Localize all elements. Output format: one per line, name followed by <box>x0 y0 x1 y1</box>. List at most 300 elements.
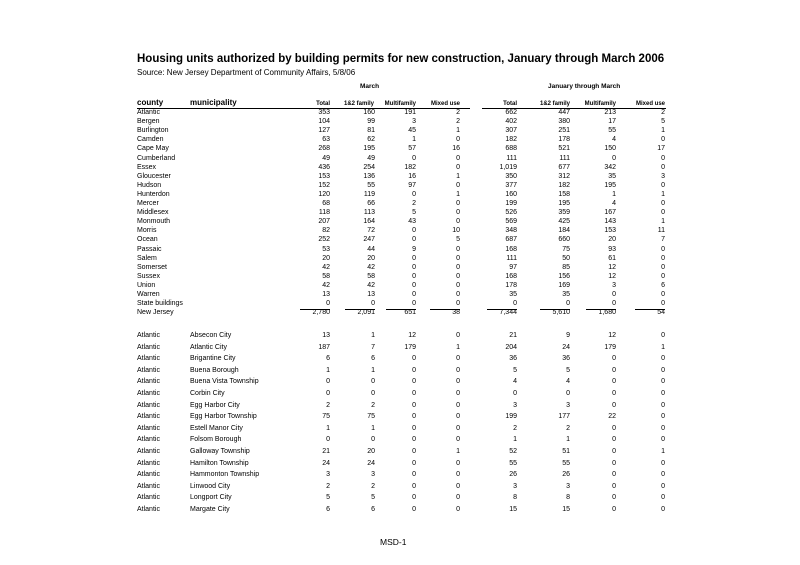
county-name: State buildings <box>137 300 183 308</box>
march-total-cell: 20 <box>322 254 330 262</box>
header-march-mixed: Mixed use <box>430 101 460 107</box>
ytd-total-cell: 377 <box>505 181 517 189</box>
county-name: Atlantic <box>137 471 160 479</box>
ytd-multifamily-cell: 55 <box>608 127 616 135</box>
march-total-cell: 3 <box>326 471 330 479</box>
march-multifamily-cell: 0 <box>412 424 416 432</box>
ytd-mixed-cell: 0 <box>661 401 665 409</box>
ytd-multifamily-cell: 143 <box>604 218 616 226</box>
ytd-multifamily-cell: 12 <box>608 263 616 271</box>
ytd-family12-cell: 312 <box>558 172 570 180</box>
ytd-multifamily-cell: 0 <box>612 401 616 409</box>
ytd-total-cell: 178 <box>505 281 517 289</box>
ytd-total-cell: 687 <box>505 236 517 244</box>
county-row <box>0 209 800 218</box>
ytd-mixed-cell: 0 <box>661 272 665 280</box>
ytd-total-cell: 402 <box>505 118 517 126</box>
ytd-multifamily-cell: 0 <box>612 482 616 490</box>
ytd-total-cell: 348 <box>505 227 517 235</box>
county-name: Monmouth <box>137 218 171 226</box>
march-total-cell: 2,780 <box>312 309 330 317</box>
county-name: Atlantic <box>137 355 160 363</box>
march-mixed-cell: 0 <box>456 200 460 207</box>
ytd-total-cell: 168 <box>505 245 517 253</box>
municipal-row <box>0 332 800 341</box>
ytd-total-cell: 97 <box>509 263 517 271</box>
march-family12-cell: 42 <box>367 263 375 271</box>
march-multifamily-cell: 45 <box>408 127 416 135</box>
ytd-multifamily-cell: 0 <box>612 378 616 386</box>
march-family12-cell: 254 <box>363 163 375 171</box>
ytd-total-cell: 2 <box>513 424 517 432</box>
county-name: Atlantic <box>137 401 160 409</box>
ytd-multifamily-cell: 0 <box>612 424 616 432</box>
march-family12-cell: 119 <box>363 190 375 198</box>
march-family12-cell: 55 <box>367 181 375 189</box>
table-header-left <box>137 96 470 109</box>
march-multifamily-cell: 57 <box>408 145 416 153</box>
group-label-march: March <box>360 83 380 90</box>
march-family12-cell: 20 <box>367 254 375 262</box>
ytd-mixed-cell: 0 <box>661 424 665 432</box>
ytd-total-cell: 52 <box>509 448 517 455</box>
march-mixed-cell: 1 <box>456 127 460 135</box>
ytd-multifamily-cell: 0 <box>612 300 616 308</box>
march-mixed-cell: 38 <box>452 309 460 317</box>
ytd-mixed-cell: 0 <box>661 355 665 363</box>
march-family12-cell: 0 <box>371 300 375 308</box>
march-multifamily-cell: 0 <box>412 494 416 502</box>
march-multifamily-cell: 0 <box>412 401 416 409</box>
county-name: Hunterdon <box>137 190 170 198</box>
march-mixed-cell: 2 <box>456 118 460 126</box>
march-multifamily-cell: 0 <box>412 291 416 298</box>
march-family12-cell: 99 <box>367 118 375 126</box>
ytd-mixed-cell: 0 <box>661 332 665 339</box>
county-name: Essex <box>137 163 157 171</box>
ytd-mixed-cell: 0 <box>661 209 665 217</box>
march-total-cell: 268 <box>318 145 330 153</box>
header-ytd-multifamily: Multifamily <box>584 101 616 107</box>
march-total-cell: 0 <box>326 390 330 397</box>
march-mixed-cell: 0 <box>456 281 460 289</box>
march-family12-cell: 5 <box>371 494 375 502</box>
march-multifamily-cell: 0 <box>412 227 416 235</box>
march-total-cell: 68 <box>322 200 330 207</box>
march-multifamily-cell: 0 <box>412 281 416 289</box>
ytd-total-cell: 199 <box>505 413 517 421</box>
ytd-multifamily-cell: 22 <box>608 413 616 421</box>
county-name: Atlantic <box>137 482 160 490</box>
march-family12-cell: 58 <box>367 272 375 280</box>
ytd-mixed-cell: 1 <box>661 343 665 351</box>
municipality-name: Absecon City <box>190 332 232 339</box>
ytd-mixed-cell: 0 <box>661 436 665 444</box>
county-name: Atlantic <box>137 424 160 432</box>
march-family12-cell: 81 <box>367 127 375 135</box>
total-underline <box>635 309 665 310</box>
ytd-multifamily-cell: 153 <box>604 227 616 235</box>
march-multifamily-cell: 0 <box>412 355 416 363</box>
county-name: Union <box>137 281 156 289</box>
march-mixed-cell: 0 <box>456 209 460 217</box>
ytd-mixed-cell: 0 <box>661 245 665 253</box>
municipality-name: Egg Harbor Township <box>190 413 257 421</box>
municipality-name: Buena Vista Township <box>190 378 259 386</box>
county-name: Gloucester <box>137 172 171 180</box>
county-name: Burlington <box>137 127 169 135</box>
march-total-cell: 13 <box>322 291 330 298</box>
ytd-family12-cell: 2 <box>566 424 570 432</box>
ytd-family12-cell: 0 <box>566 300 570 308</box>
march-total-cell: 1 <box>326 424 330 432</box>
ytd-mixed-cell: 17 <box>657 145 665 153</box>
ytd-total-cell: 3 <box>513 482 517 490</box>
ytd-multifamily-cell: 0 <box>612 291 616 298</box>
march-mixed-cell: 0 <box>456 390 460 397</box>
march-multifamily-cell: 3 <box>412 118 416 126</box>
march-total-cell: 436 <box>318 163 330 171</box>
march-mixed-cell: 0 <box>456 424 460 432</box>
ytd-mixed-cell: 0 <box>661 263 665 271</box>
march-total-cell: 252 <box>318 236 330 244</box>
march-total-cell: 1 <box>326 366 330 374</box>
municipal-row <box>0 471 800 480</box>
march-mixed-cell: 0 <box>456 413 460 421</box>
municipality-name: Galloway Township <box>190 448 250 455</box>
municipality-name: Margate City <box>190 506 230 513</box>
ytd-mixed-cell: 0 <box>661 300 665 308</box>
ytd-multifamily-cell: 0 <box>612 436 616 444</box>
ytd-family12-cell: 359 <box>558 209 570 217</box>
ytd-family12-cell: 8 <box>566 494 570 502</box>
ytd-total-cell: 662 <box>505 109 517 116</box>
march-mixed-cell: 0 <box>456 378 460 386</box>
county-name: Hudson <box>137 181 162 189</box>
ytd-mixed-cell: 5 <box>661 118 665 126</box>
ytd-mixed-cell: 0 <box>661 471 665 479</box>
county-row <box>0 227 800 236</box>
ytd-multifamily-cell: 0 <box>612 459 616 467</box>
ytd-total-cell: 21 <box>509 332 517 339</box>
ytd-family12-cell: 660 <box>558 236 570 244</box>
march-mixed-cell: 0 <box>456 291 460 298</box>
ytd-family12-cell: 111 <box>559 154 570 162</box>
march-family12-cell: 2,091 <box>357 309 375 317</box>
march-multifamily-cell: 0 <box>412 254 416 262</box>
march-multifamily-cell: 0 <box>412 263 416 271</box>
march-mixed-cell: 16 <box>452 145 460 153</box>
march-family12-cell: 44 <box>367 245 375 253</box>
march-family12-cell: 0 <box>371 378 375 386</box>
march-multifamily-cell: 0 <box>412 482 416 490</box>
ytd-multifamily-cell: 4 <box>612 200 616 207</box>
march-multifamily-cell: 0 <box>412 448 416 455</box>
ytd-mixed-cell: 7 <box>661 236 665 244</box>
county-row <box>0 127 800 136</box>
march-mixed-cell: 5 <box>456 236 460 244</box>
county-row <box>0 264 800 273</box>
ytd-total-cell: 26 <box>509 471 517 479</box>
ytd-mixed-cell: 0 <box>661 390 665 397</box>
ytd-total-cell: 168 <box>505 272 517 280</box>
march-family12-cell: 24 <box>367 459 375 467</box>
march-family12-cell: 7 <box>371 343 375 351</box>
march-total-cell: 58 <box>322 272 330 280</box>
municipality-name: Egg Harbor City <box>190 401 240 409</box>
municipality-name: Linwood City <box>190 482 231 490</box>
march-family12-cell: 49 <box>367 154 375 162</box>
municipal-row <box>0 436 800 445</box>
ytd-total-cell: 0 <box>513 390 517 397</box>
march-multifamily-cell: 0 <box>412 236 416 244</box>
march-mixed-cell: 0 <box>456 482 460 490</box>
ytd-mixed-cell: 0 <box>661 366 665 374</box>
ytd-mixed-cell: 1 <box>661 190 665 198</box>
ytd-total-cell: 15 <box>509 506 517 513</box>
ytd-total-cell: 199 <box>505 200 517 207</box>
ytd-total-cell: 569 <box>505 218 517 226</box>
ytd-multifamily-cell: 12 <box>608 332 616 339</box>
march-total-cell: 21 <box>322 448 330 455</box>
ytd-family12-cell: 251 <box>558 127 570 135</box>
march-mixed-cell: 0 <box>456 300 460 308</box>
ytd-family12-cell: 24 <box>562 343 570 351</box>
march-family12-cell: 113 <box>363 209 375 217</box>
county-row <box>0 282 800 291</box>
ytd-total-cell: 5 <box>513 366 517 374</box>
ytd-total-cell: 1 <box>513 436 517 444</box>
county-name: Mercer <box>137 200 159 207</box>
march-family12-cell: 0 <box>371 390 375 397</box>
ytd-mixed-cell: 6 <box>661 281 665 289</box>
ytd-multifamily-cell: 93 <box>608 245 616 253</box>
march-mixed-cell: 0 <box>456 254 460 262</box>
march-mixed-cell: 1 <box>456 190 460 198</box>
total-underline <box>540 309 570 310</box>
total-underline <box>487 309 517 310</box>
ytd-multifamily-cell: 12 <box>608 272 616 280</box>
march-multifamily-cell: 179 <box>404 343 416 351</box>
header-ytd-total: Total <box>503 101 517 107</box>
ytd-multifamily-cell: 1 <box>612 190 616 198</box>
county-row <box>0 291 800 300</box>
municipal-row <box>0 483 800 492</box>
march-family12-cell: 1 <box>371 366 375 374</box>
march-multifamily-cell: 0 <box>412 413 416 421</box>
ytd-family12-cell: 5 <box>566 366 570 374</box>
county-name: Atlantic <box>137 343 160 351</box>
march-family12-cell: 6 <box>371 355 375 363</box>
municipal-row <box>0 425 800 434</box>
ytd-family12-cell: 0 <box>566 390 570 397</box>
ytd-total-cell: 55 <box>509 459 517 467</box>
ytd-family12-cell: 4 <box>566 378 570 386</box>
march-multifamily-cell: 16 <box>408 172 416 180</box>
march-multifamily-cell: 0 <box>412 471 416 479</box>
county-name: Cape May <box>137 145 169 153</box>
ytd-family12-cell: 3 <box>566 482 570 490</box>
ytd-family12-cell: 3 <box>566 401 570 409</box>
march-family12-cell: 136 <box>363 172 375 180</box>
county-row <box>0 200 800 209</box>
march-total-cell: 0 <box>326 378 330 386</box>
header-ytd-family12: 1&2 family <box>539 101 570 107</box>
county-row <box>0 173 800 182</box>
ytd-multifamily-cell: 0 <box>612 494 616 502</box>
municipal-row <box>0 494 800 503</box>
ytd-mixed-cell: 0 <box>661 291 665 298</box>
county-name: Middlesex <box>137 209 169 217</box>
ytd-mixed-cell: 0 <box>661 459 665 467</box>
ytd-total-cell: 35 <box>509 291 517 298</box>
march-mixed-cell: 0 <box>456 332 460 339</box>
ytd-total-cell: 7,344 <box>499 309 517 317</box>
march-family12-cell: 6 <box>371 506 375 513</box>
march-mixed-cell: 0 <box>456 136 460 144</box>
county-row <box>0 118 800 127</box>
ytd-mixed-cell: 0 <box>661 506 665 513</box>
ytd-mixed-cell: 1 <box>661 448 665 455</box>
march-multifamily-cell: 0 <box>412 300 416 308</box>
march-family12-cell: 2 <box>371 401 375 409</box>
total-underline <box>345 309 375 310</box>
ytd-multifamily-cell: 3 <box>612 281 616 289</box>
municipal-row <box>0 460 800 469</box>
march-family12-cell: 247 <box>363 236 375 244</box>
county-name: Atlantic <box>137 109 160 116</box>
county-name: Atlantic <box>137 448 160 455</box>
ytd-family12-cell: 158 <box>558 190 570 198</box>
ytd-mixed-cell: 0 <box>661 154 665 162</box>
county-name: Somerset <box>137 263 167 271</box>
march-mixed-cell: 0 <box>456 163 460 171</box>
municipality-name: Hammonton Township <box>190 471 260 479</box>
march-mixed-cell: 0 <box>456 355 460 363</box>
march-multifamily-cell: 182 <box>404 163 416 171</box>
march-total-cell: 5 <box>326 494 330 502</box>
ytd-total-cell: 688 <box>505 145 517 153</box>
march-total-cell: 104 <box>318 118 330 126</box>
ytd-total-cell: 8 <box>513 494 517 502</box>
county-name: Atlantic <box>137 436 160 444</box>
ytd-mixed-cell: 1 <box>661 127 665 135</box>
march-family12-cell: 164 <box>363 218 375 226</box>
march-multifamily-cell: 5 <box>412 209 416 217</box>
march-multifamily-cell: 651 <box>404 309 416 317</box>
total-underline <box>430 309 460 310</box>
ytd-multifamily-cell: 61 <box>608 254 616 262</box>
ytd-total-cell: 3 <box>513 401 517 409</box>
municipality-name: Estell Manor City <box>190 424 243 432</box>
municipality-name: Corbin City <box>190 390 225 397</box>
ytd-mixed-cell: 11 <box>657 227 665 235</box>
county-row <box>0 109 800 118</box>
ytd-total-cell: 1,019 <box>499 163 517 171</box>
ytd-multifamily-cell: 35 <box>608 172 616 180</box>
ytd-total-cell: 160 <box>505 190 517 198</box>
ytd-family12-cell: 36 <box>562 355 570 363</box>
ytd-family12-cell: 521 <box>558 145 570 153</box>
county-name: Atlantic <box>137 366 160 374</box>
ytd-mixed-cell: 0 <box>661 482 665 490</box>
ytd-family12-cell: 425 <box>558 218 570 226</box>
ytd-multifamily-cell: 4 <box>612 136 616 144</box>
march-total-cell: 42 <box>322 263 330 271</box>
ytd-multifamily-cell: 1,680 <box>598 309 616 317</box>
ytd-multifamily-cell: 179 <box>604 343 616 351</box>
march-multifamily-cell: 191 <box>404 109 416 116</box>
county-name: Atlantic <box>137 506 160 513</box>
municipal-row <box>0 355 800 364</box>
county-row <box>0 218 800 227</box>
march-family12-cell: 0 <box>371 436 375 444</box>
ytd-family12-cell: 169 <box>558 281 570 289</box>
county-row <box>0 191 800 200</box>
march-multifamily-cell: 12 <box>408 332 416 339</box>
table-header-right <box>482 96 666 109</box>
ytd-multifamily-cell: 150 <box>604 145 616 153</box>
municipal-row <box>0 378 800 387</box>
county-row <box>0 255 800 264</box>
ytd-mixed-cell: 1 <box>661 218 665 226</box>
ytd-mixed-cell: 0 <box>661 200 665 207</box>
march-family12-cell: 1 <box>371 424 375 432</box>
march-mixed-cell: 0 <box>456 506 460 513</box>
march-multifamily-cell: 0 <box>412 154 416 162</box>
march-total-cell: 127 <box>318 127 330 135</box>
march-multifamily-cell: 0 <box>412 190 416 198</box>
ytd-total-cell: 0 <box>513 300 517 308</box>
ytd-total-cell: 182 <box>505 136 517 144</box>
ytd-multifamily-cell: 167 <box>604 209 616 217</box>
march-total-cell: 42 <box>322 281 330 289</box>
ytd-total-cell: 111 <box>506 154 517 162</box>
ytd-family12-cell: 177 <box>558 413 570 421</box>
ytd-total-cell: 307 <box>505 127 517 135</box>
march-multifamily-cell: 0 <box>412 436 416 444</box>
march-total-cell: 152 <box>318 181 330 189</box>
ytd-total-cell: 204 <box>505 343 517 351</box>
ytd-family12-cell: 9 <box>566 332 570 339</box>
county-row <box>0 236 800 245</box>
county-name: Atlantic <box>137 494 160 502</box>
ytd-multifamily-cell: 0 <box>612 448 616 455</box>
march-mixed-cell: 0 <box>456 494 460 502</box>
march-multifamily-cell: 97 <box>408 181 416 189</box>
ytd-total-cell: 111 <box>506 254 517 262</box>
ytd-family12-cell: 380 <box>558 118 570 126</box>
march-total-cell: 0 <box>326 436 330 444</box>
march-family12-cell: 72 <box>367 227 375 235</box>
march-family12-cell: 195 <box>363 145 375 153</box>
march-family12-cell: 62 <box>367 136 375 144</box>
march-total-cell: 24 <box>322 459 330 467</box>
ytd-mixed-cell: 0 <box>661 163 665 171</box>
county-row <box>0 155 800 164</box>
county-name: Salem <box>137 254 157 262</box>
march-total-cell: 353 <box>318 109 330 116</box>
municipal-row <box>0 413 800 422</box>
ytd-multifamily-cell: 17 <box>608 118 616 126</box>
group-label-ytd: January through March <box>548 83 621 90</box>
ytd-family12-cell: 26 <box>562 471 570 479</box>
ytd-family12-cell: 55 <box>562 459 570 467</box>
march-total-cell: 0 <box>326 300 330 308</box>
march-mixed-cell: 1 <box>456 172 460 180</box>
ytd-mixed-cell: 0 <box>661 136 665 144</box>
march-mixed-cell: 0 <box>456 272 460 280</box>
